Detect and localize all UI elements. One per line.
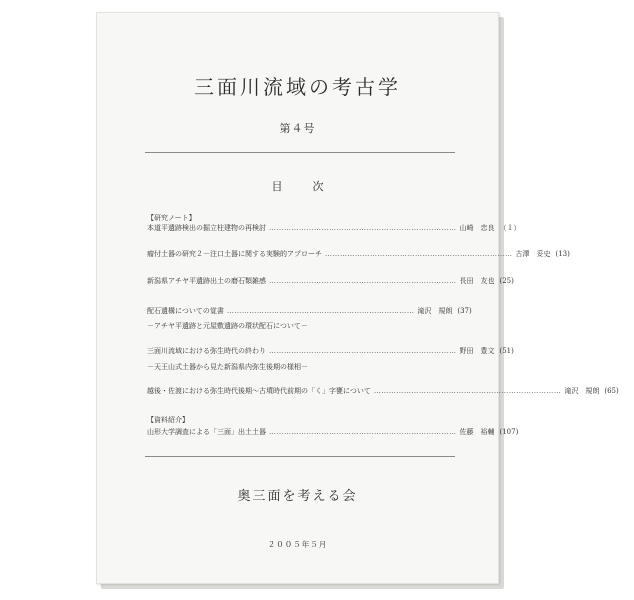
toc-entry [147, 386, 619, 396]
section-label-material-introduction: 【資料紹介】 [147, 416, 189, 424]
leader-dots: ………………………………………………………………… [269, 224, 457, 232]
toc-entry-author: 長田 友也 [459, 277, 495, 285]
toc-entry [147, 427, 519, 437]
toc-entry-title: 瘤付土器の研究２－注口土器に関する実験的アプローチ [147, 250, 322, 258]
toc-heading-right: 次 [312, 180, 324, 193]
toc-entry-subtitle: －天王山式土器から見た新潟県内弥生後期の様相－ [147, 363, 308, 371]
journal-title: 三面川流域の考古学 [194, 75, 401, 99]
leader-dots: ………………………………………………………………… [373, 387, 562, 395]
toc-entry-page: (107) [499, 428, 519, 436]
issue-number: 第４号 [279, 122, 316, 135]
bottom-divider [145, 456, 455, 457]
leader-dots: ………………………………………………………………… [226, 307, 415, 315]
toc-entry-author: 山崎 忠良 [459, 224, 495, 232]
toc-entry-title: 越後・佐渡における弥生時代後期～古墳時代前期の「く」字甕について [147, 387, 371, 395]
toc-heading [97, 178, 498, 194]
toc-entry-page: (25) [499, 277, 514, 285]
toc-entry [147, 276, 514, 286]
toc-entry-page: (13) [555, 250, 570, 258]
top-divider [145, 152, 455, 153]
toc-entry [147, 223, 521, 233]
leader-dots: ………………………………………………………………… [269, 428, 457, 436]
toc-entry-page: (65) [604, 387, 619, 395]
toc-entry-title: 本道平遺跡検出の掘立柱建物の再検討 [147, 224, 266, 232]
toc-heading-left: 目 [271, 180, 283, 193]
publication-date: ２００５年５月 [267, 540, 328, 549]
leader-dots: ………………………………………………………………… [269, 347, 457, 355]
leader-dots: ………………………………………………………………… [325, 250, 513, 258]
toc-entry-title: 三面川流域における弥生時代の終わり [147, 347, 266, 355]
toc-entry-title: 山形大学調査による「三面」出土土器 [147, 428, 266, 436]
toc-entry-author: 滝沢 規朗 [417, 307, 453, 315]
toc-entry-title: 配石遺構についての覚書 [147, 307, 224, 315]
toc-entry-author: 野田 豊文 [459, 347, 495, 355]
toc-entry-page: （１） [499, 224, 521, 232]
toc-entry-subtitle: －アチヤ平遺跡と元屋敷遺跡の環状配石について－ [147, 322, 308, 330]
toc-entry-author: 滝沢 規朗 [564, 387, 600, 395]
toc-entry [147, 346, 514, 356]
toc-entry-page: (51) [499, 347, 514, 355]
toc-entry-page: (37) [457, 307, 472, 315]
leader-dots: ………………………………………………………………… [269, 277, 457, 285]
toc-entry-title: 新潟県アチヤ平遺跡出土の磨石類雑感 [147, 277, 266, 285]
publisher-name: 奥三面を考える会 [237, 489, 358, 504]
toc-entry [147, 249, 570, 259]
toc-entry [147, 306, 472, 316]
toc-entry-author: 古澤 妥史 [515, 250, 551, 258]
section-label-research-notes: 【研究ノート】 [147, 214, 196, 222]
toc-entry-author: 佐藤 裕輔 [459, 428, 495, 436]
document-cover [96, 12, 619, 584]
